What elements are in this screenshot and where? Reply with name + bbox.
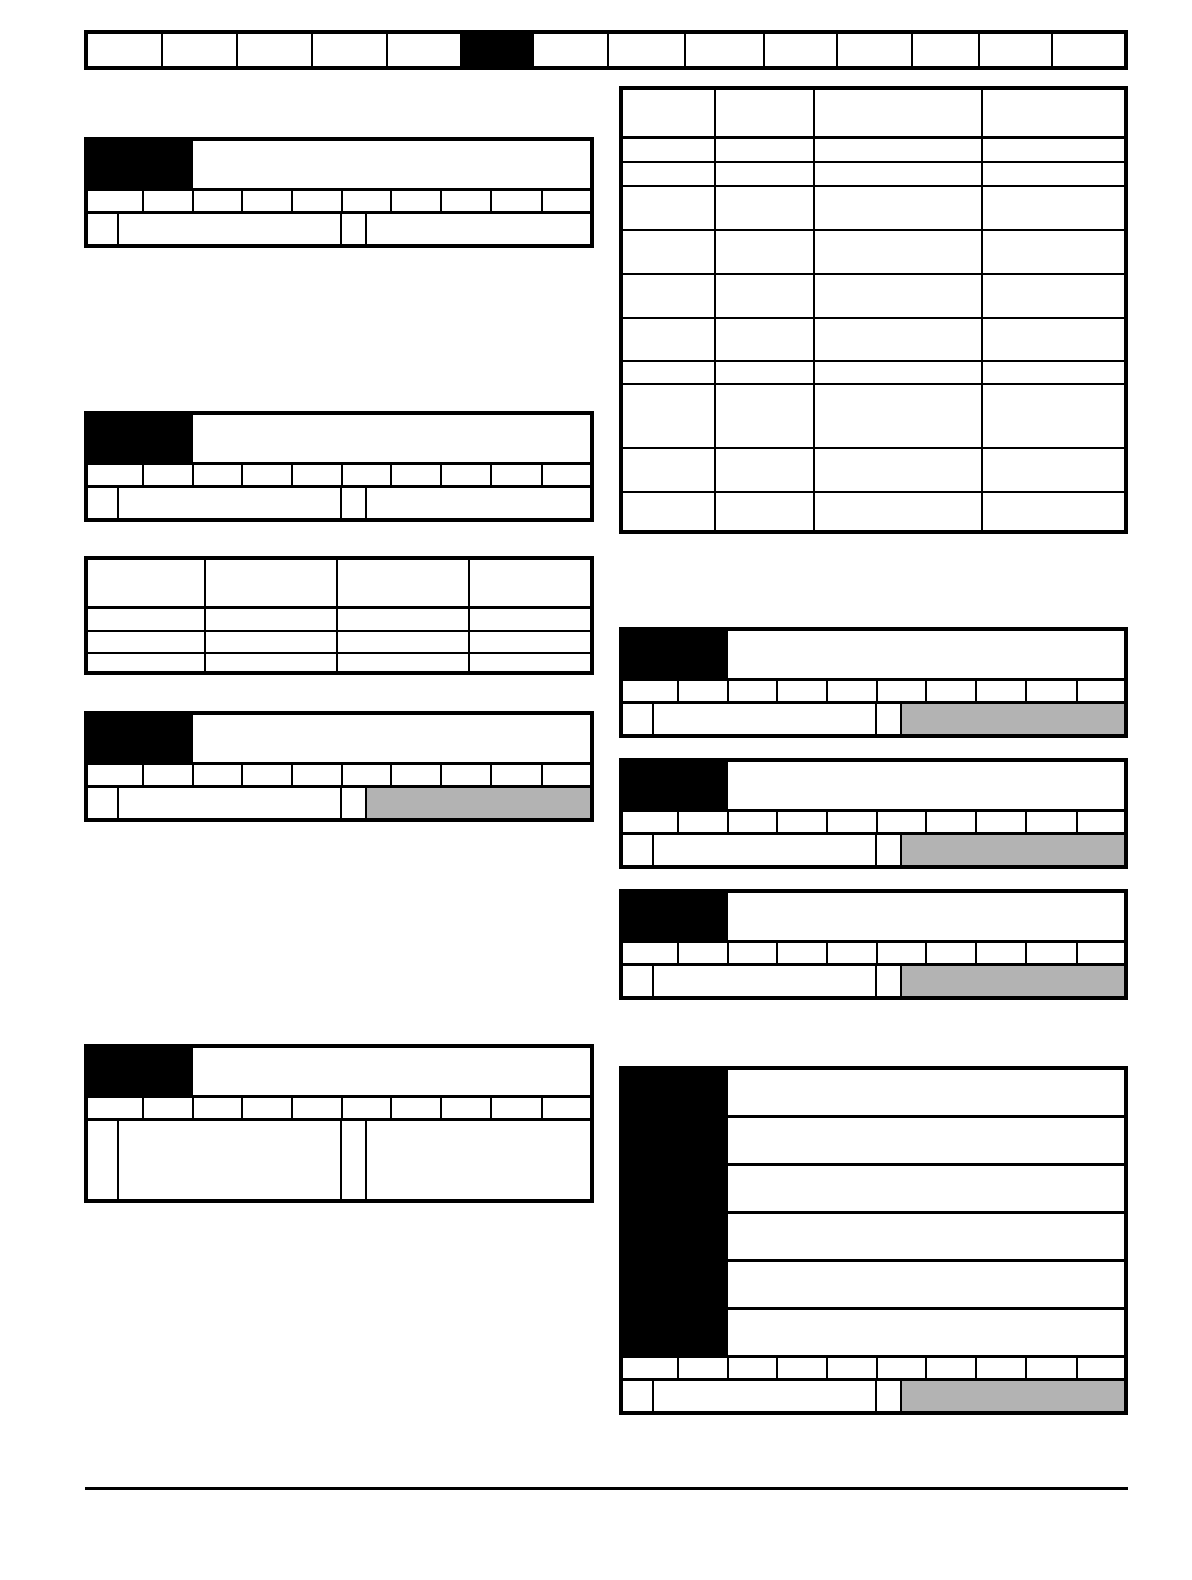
- tab-divider: [978, 34, 980, 66]
- parameter-number-cell: [88, 715, 193, 763]
- tab-divider: [236, 34, 238, 66]
- tab-active: [460, 34, 534, 66]
- parameter-number-cell: [623, 1070, 728, 1357]
- tab-divider: [161, 34, 163, 66]
- read-only-shade: [902, 1381, 1124, 1411]
- read-only-shade: [902, 834, 1124, 865]
- tab-divider: [1051, 34, 1053, 66]
- table-header-divider: [88, 606, 590, 609]
- tab-divider: [911, 34, 913, 66]
- parameter-number-cell: [623, 762, 728, 810]
- parameter-block: [619, 627, 1128, 738]
- parameter-block: [84, 411, 594, 522]
- read-only-shade: [367, 787, 590, 818]
- values-table: [84, 556, 594, 675]
- parameter-number-cell: [623, 893, 728, 941]
- read-only-shade: [902, 965, 1124, 996]
- tab-divider: [684, 34, 686, 66]
- parameter-block: [619, 758, 1128, 869]
- row-divider: [88, 188, 590, 191]
- tab-divider: [607, 34, 609, 66]
- parameter-block: [84, 137, 594, 248]
- parameter-number-cell: [623, 631, 728, 679]
- parameter-block: [619, 889, 1128, 1000]
- table-row-divider: [88, 630, 590, 632]
- parameter-block: [84, 711, 594, 822]
- tab-divider: [311, 34, 313, 66]
- parameter-number-cell: [88, 415, 193, 463]
- parameter-number-cell: [88, 1048, 193, 1096]
- values-table: [619, 86, 1128, 534]
- read-only-shade: [902, 703, 1124, 734]
- tab-divider: [836, 34, 838, 66]
- parameter-block: [84, 1044, 594, 1203]
- row-divider: [88, 211, 590, 214]
- footer-rule: [85, 1487, 1128, 1490]
- parameter-number-cell: [88, 141, 193, 189]
- parameter-block: [619, 1066, 1128, 1415]
- tab-divider: [386, 34, 388, 66]
- table-row-divider: [88, 652, 590, 654]
- header-tab-strip: [84, 30, 1128, 70]
- tab-divider: [763, 34, 765, 66]
- table-header-divider: [623, 136, 1124, 139]
